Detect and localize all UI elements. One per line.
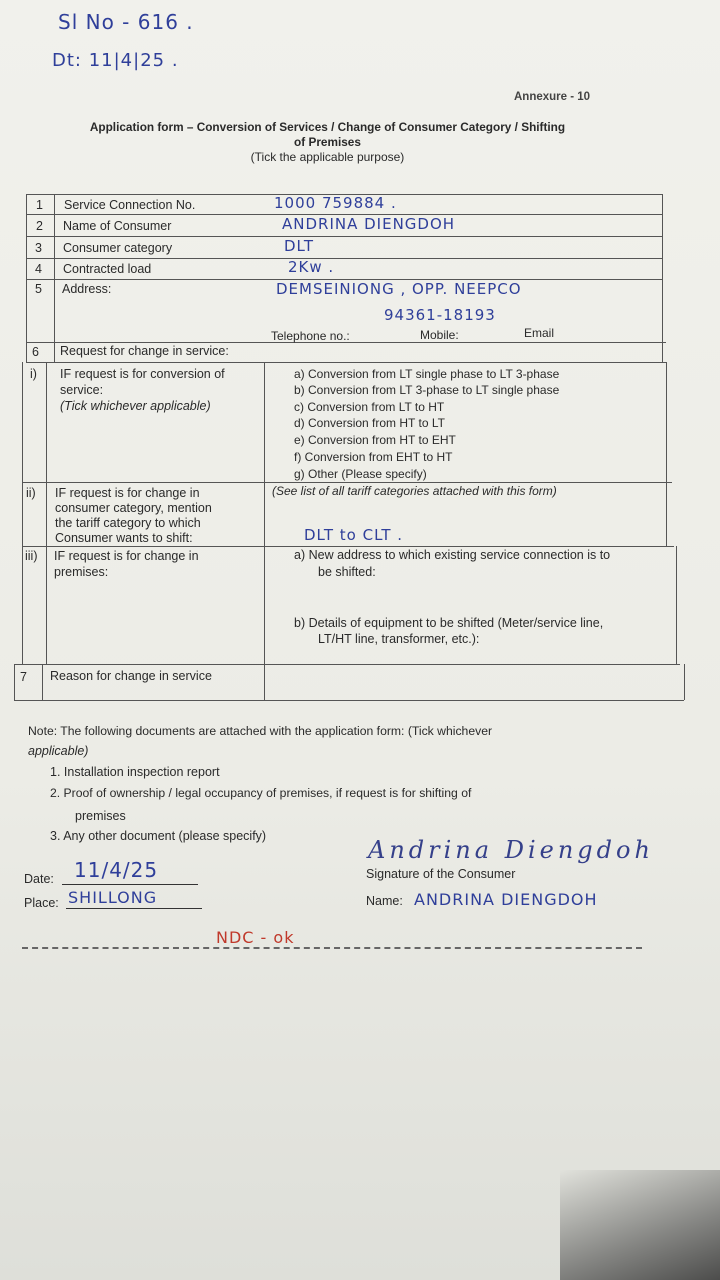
row-1-label: Service Connection No. [64, 198, 196, 212]
option-d: d) Conversion from HT to LT [294, 416, 445, 430]
sub-i-num: i) [30, 367, 37, 381]
place-label: Place: [24, 896, 59, 910]
consumer-name-value: ANDRINA DIENGDOH [282, 215, 456, 233]
sub-ii-label-1: IF request is for change in [55, 486, 200, 500]
consumer-name-signed: ANDRINA DIENGDOH [414, 890, 598, 909]
tariff-note: (See list of all tariff categories attached with this form) [272, 484, 557, 498]
date-value: 11/4/25 [74, 858, 159, 882]
address-value: DEMSEINIONG , OPP. NEEPCO [276, 280, 522, 298]
row-1-num: 1 [36, 198, 43, 212]
form-title: Application form – Conversion of Services / Change of Consumer Category / Shifting [89, 120, 566, 134]
option-e: e) Conversion from HT to EHT [294, 433, 456, 447]
corner-shadow [560, 1170, 720, 1280]
section-7-label: Reason for change in service [50, 669, 212, 683]
equipment-label-2: LT/HT line, transformer, etc.): [318, 632, 480, 646]
option-c: c) Conversion from LT to HT [294, 400, 445, 414]
note-item-2: 2. Proof of ownership / legal occupancy of premises, if request is for shifting of [50, 786, 472, 800]
note-line-2: applicable) [28, 744, 89, 758]
name-label: Name: [366, 894, 403, 908]
service-connection-no-value: 1000 759884 . [274, 194, 397, 212]
contracted-load-value: 2Kw . [288, 258, 335, 276]
option-f: f) Conversion from EHT to HT [294, 450, 453, 464]
new-address-label-2: be shifted: [318, 565, 376, 579]
form-subtitle: (Tick the applicable purpose) [250, 150, 405, 164]
serial-number-handwritten: Sl No - 616 . [58, 10, 194, 34]
place-value: SHILLONG [68, 888, 158, 907]
row-3-label: Consumer category [63, 241, 173, 255]
row-3-num: 3 [35, 241, 42, 255]
date-handwritten: Dt: 11|4|25 . [52, 50, 179, 71]
date-label: Date: [24, 872, 54, 886]
sub-i-label-3: (Tick whichever applicable) [60, 399, 211, 413]
note-item-1: 1. Installation inspection report [50, 765, 220, 779]
annexure-label: Annexure - 10 [514, 91, 591, 103]
sub-i-label-2: service: [60, 383, 104, 397]
telephone-label: Telephone no.: [271, 329, 350, 343]
mobile-number-value: 94361-18193 [384, 306, 496, 324]
option-a: a) Conversion from LT single phase to LT 3-phase [294, 367, 560, 381]
row-4-label: Contracted load [63, 262, 152, 276]
row-4-num: 4 [35, 262, 42, 276]
sub-ii-label-4: Consumer wants to shift: [55, 531, 193, 545]
section-6-label: Request for change in service: [60, 344, 229, 358]
email-label: Email [524, 326, 555, 340]
note-line-1: Note: The following documents are attached with the application form: (Tick whichever [28, 724, 493, 738]
consumer-signature: Andrina Diengdoh [368, 836, 654, 864]
new-address-label-1: a) New address to which existing service connection is to [294, 548, 611, 562]
row-2-label: Name of Consumer [63, 219, 172, 233]
sub-i-label-1: IF request is for conversion of [60, 367, 225, 381]
row-2-num: 2 [36, 219, 43, 233]
equipment-label-1: b) Details of equipment to be shifted (Meter/service line, [294, 616, 604, 630]
sub-ii-label-2: consumer category, mention [55, 501, 212, 515]
option-g: g) Other (Please specify) [294, 467, 427, 481]
signature-label: Signature of the Consumer [366, 867, 516, 881]
section-7-num: 7 [20, 670, 27, 684]
row-5-label: Address: [62, 282, 112, 296]
option-b: b) Conversion from LT 3-phase to LT single phase [294, 383, 560, 397]
sub-ii-num: ii) [26, 486, 36, 500]
section-6-num: 6 [32, 345, 39, 359]
sub-iii-label-1: IF request is for change in [54, 549, 199, 563]
note-item-3: 3. Any other document (please specify) [50, 829, 267, 843]
sub-iii-num: iii) [25, 549, 38, 563]
category-change-value: DLT to CLT . [304, 526, 404, 544]
sub-ii-label-3: the tariff category to which [55, 516, 201, 530]
ndc-remark: NDC - ok [216, 928, 295, 947]
row-5-num: 5 [35, 282, 42, 296]
note-item-2-cont: premises [75, 809, 126, 823]
consumer-category-value: DLT [284, 237, 315, 255]
form-title-line2: of Premises [294, 135, 361, 149]
mobile-label: Mobile: [420, 328, 459, 342]
sub-iii-label-2: premises: [54, 565, 109, 579]
dashed-separator [22, 947, 642, 949]
